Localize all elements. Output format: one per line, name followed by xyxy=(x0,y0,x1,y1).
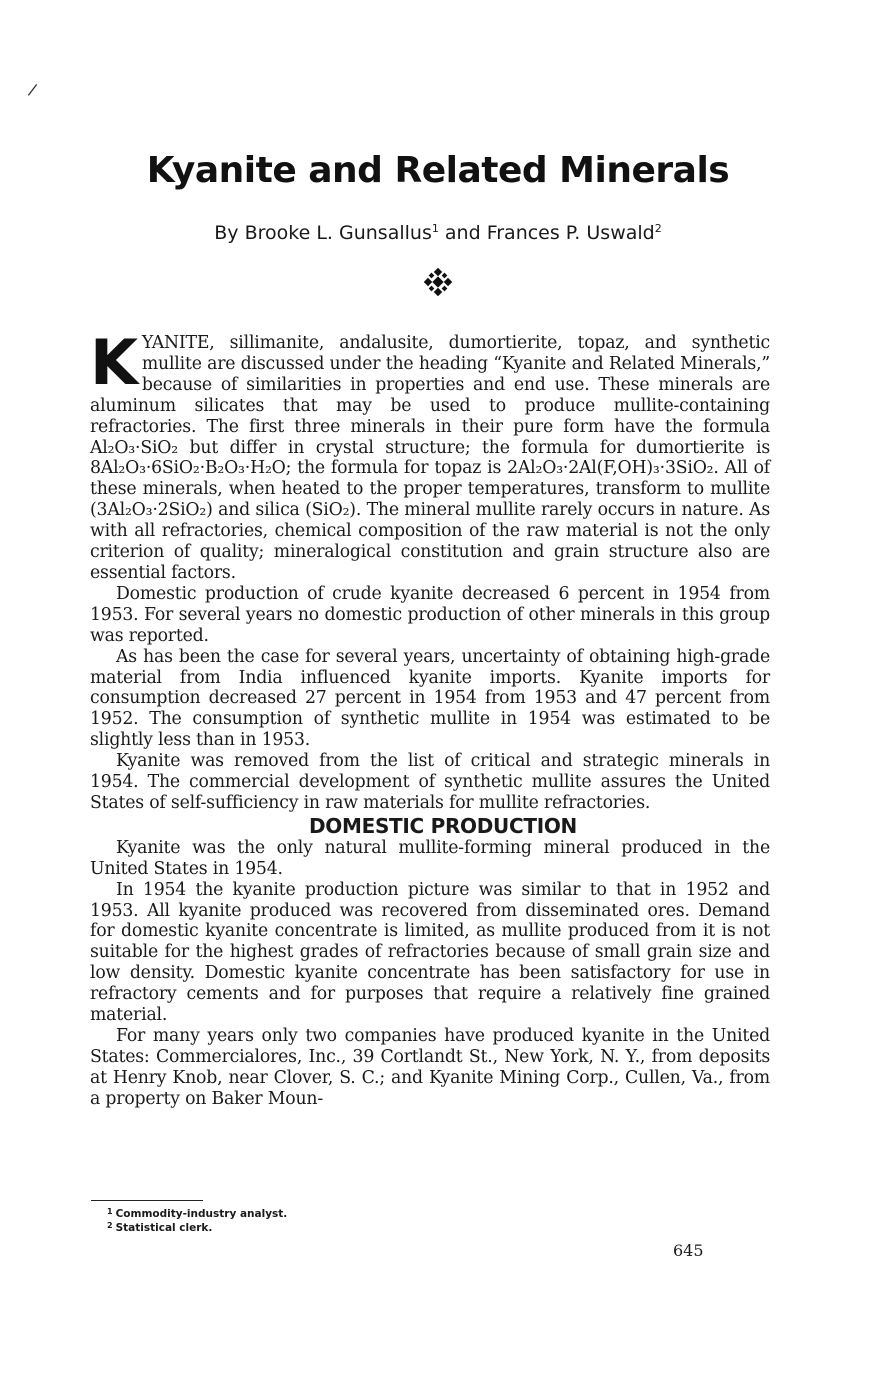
footnote-text: Commodity-industry analyst. xyxy=(115,1208,288,1220)
body-paragraph: As has been the case for several years, uncertainty of obtaining high-grade material from India influenced kyanite imports. Kyanite imports for consumption decreased 27 percent in 1954 from 1953 and 47 percent from 1952. The consumption of synthetic mullite in 1954 was estimated to be slightly less than in 1953. xyxy=(90,646,770,751)
author-1-footnote-marker: 1 xyxy=(431,222,439,235)
byline xyxy=(0,222,876,244)
footnote-marker: 1 xyxy=(107,1207,113,1216)
intro-paragraph xyxy=(90,326,770,584)
footnotes xyxy=(107,1206,287,1234)
author-1: Brooke L. Gunsallus xyxy=(244,222,432,244)
body-paragraph: Domestic production of crude kyanite decreased 6 percent in 1954 from 1953. For several years no domestic production of other minerals in this group was reported. xyxy=(90,583,770,646)
footnote xyxy=(107,1206,287,1220)
footnote-text: Statistical clerk. xyxy=(115,1222,213,1234)
ornament-icon xyxy=(424,268,452,296)
author-2: Frances P. Uswald xyxy=(486,222,655,244)
body-paragraph: Kyanite was the only natural mullite-forming mineral produced in the United States in 1954. xyxy=(90,837,770,879)
drop-cap: K xyxy=(90,326,138,399)
stray-pen-mark: / xyxy=(26,79,39,100)
page-number: 645 xyxy=(673,1241,704,1260)
footnote xyxy=(107,1220,287,1234)
footnote-marker: 2 xyxy=(107,1221,113,1230)
byline-conjunction: and xyxy=(444,222,481,244)
body-paragraph: Kyanite was removed from the list of critical and strategic minerals in 1954. The commercial development of synthetic mullite assures the United States of self-sufficiency in raw materials for mullite refractories. xyxy=(90,751,770,813)
byline-prefix: By xyxy=(214,222,239,244)
footnote-divider xyxy=(91,1200,203,1201)
body-paragraph: In 1954 the kyanite production picture was similar to that in 1952 and 1953. All kyanite produced was recovered from disseminated ores. Demand for domestic kyanite concentrate is limited, as mullite produced from it is not suitable for the highest grades of refractories because of small grain size and low density. Domestic kyanite concentrate has been satisfactory for use in refractory cements and for purposes that require a relatively fine grained material. xyxy=(90,879,770,1026)
intro-paragraph-text: YANITE, sillimanite, andalusite, dumortierite, topaz, and synthetic mullite are discussed under the heading “Kyanite and Related Minerals,” because of similarities in properties and end use. These minerals are aluminum silicates that may be used to produce mullite-containing refractories. The first three minerals in their pure form have the formula Al₂O₃·SiO₂ but differ in crystal structure; the formula for dumortierite is 8Al₂O₃·6SiO₂·B₂O₃·H₂O; the formula for topaz is 2Al₂O₃·2Al(F,OH)₃·3SiO₂. All of these minerals, when heated to the proper temperatures, transform to mullite (3Al₂O₃·2SiO₂) and silica (SiO₂). The mineral mullite rarely occurs in nature. As with all refractories, chemical composition of the raw material is not the only criterion of quality; mineralogical constitution and grain structure also are essential factors. xyxy=(90,333,770,583)
article-body xyxy=(90,326,770,1110)
body-paragraph: For many years only two companies have produced kyanite in the United States: Commercialores, Inc., 39 Cortlandt St., New York, N. Y., from deposits at Henry Knob, near Clover, S. C.; and Kyanite Mining Corp., Cullen, Va., from a property on Baker Moun- xyxy=(90,1026,770,1109)
author-2-footnote-marker: 2 xyxy=(654,222,662,235)
section-heading: DOMESTIC PRODUCTION xyxy=(308,813,577,838)
article-title: Kyanite and Related Minerals xyxy=(146,150,730,191)
